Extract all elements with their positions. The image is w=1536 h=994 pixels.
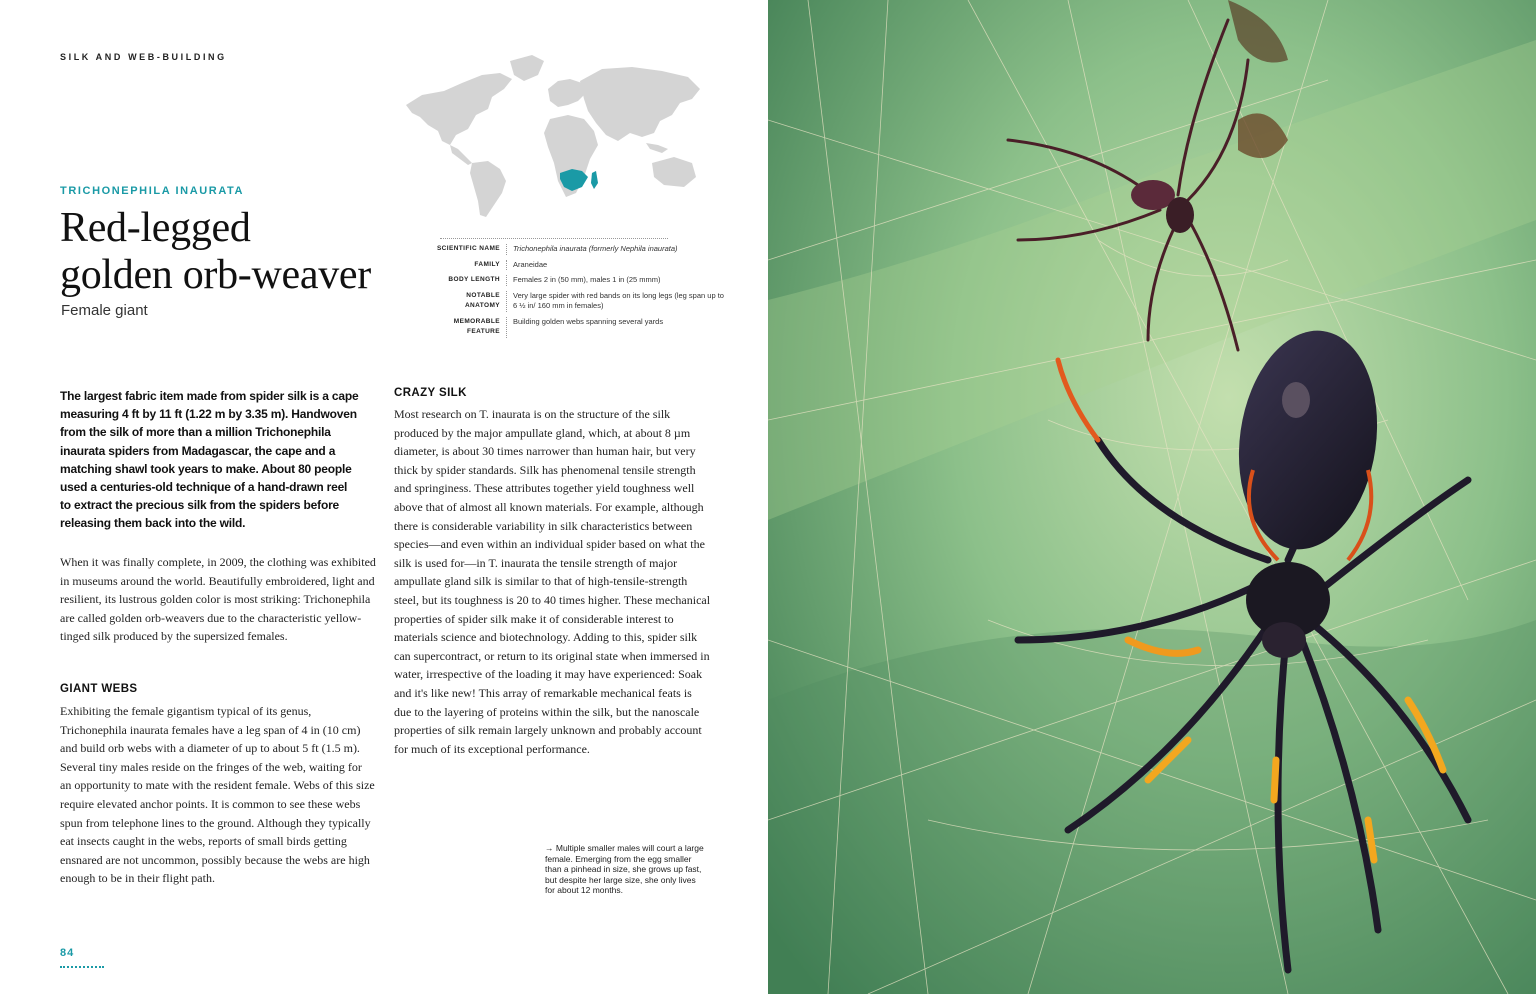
- fact-label: MEMORABLE FEATURE: [453, 317, 500, 335]
- crazy-silk-paragraph: Most research on T. inaurata is on the structure of the silk produced by the major ampullate gland, which, at about 8 µm diameter, is about 30 times narrower than human hair, but very thick by spider standards. Silk has phenomenal tensile strength and springiness. These attributes together yield toughness well above that of almost all known materials. For example, although there is considerable variability in silk characteristics between species—and even within an individual spider based on what the silk is used for—in T. inaurata the tensile strength of major ampullate gland silk is similar to that of high-tensile-strength steel, but its toughness is 20 to 40 times higher. These mechanical properties of spider silk make it of considerable interest to materials science and biotechnology. Adding to this, spider silk can supercontract, or return to its original state when immersed in water, irrespective of the loading it may have experienced: Soak and it's like new! This array of remarkable mechanical feats is due to the layering of proteins within the silk, but the nanoscale properties of silk remain largely unknown and probably account for much of its exceptional performance.: [394, 407, 711, 756]
- fact-label: NOTABLE ANATOMY: [464, 291, 500, 309]
- fact-row: [434, 275, 724, 286]
- fact-row: [434, 244, 724, 255]
- fact-label: BODY LENGTH: [448, 276, 500, 283]
- giant-webs-paragraph: Exhibiting the female gigantism typical of its genus, Trichonephila inaurata females have a leg span of 4 in (10 cm) and build orb webs with a diameter of up to about 5 ft (1.5 m). Several tiny males reside on the fringes of the web, waiting for an opportunity to mate with the resident female. Webs of this size require elevated anchor points. It is common to see these webs spun from telephone lines to the ground. Although they typically eat insects caught in the webs, reports of small birds getting ensnared are not uncommon, possibly because the webs are high enough to be in their flight path.: [60, 704, 375, 886]
- page-title: [60, 205, 371, 299]
- spider-photo: [768, 0, 1536, 994]
- section-heading-crazy-silk: CRAZY SILK: [394, 387, 467, 399]
- fact-box: [434, 238, 724, 338]
- species-kicker: TRICHONEPHILA INAURATA: [60, 185, 245, 197]
- title-line-1: Red-legged: [60, 205, 251, 251]
- fact-value: Trichonephila inaurata (formerly Nephila inaurata): [506, 244, 724, 255]
- folio-dots: [60, 966, 104, 968]
- fact-row: [434, 317, 724, 338]
- fact-value: Females 2 in (50 mm), males 1 in (25 mmm): [506, 275, 724, 286]
- fact-row: [434, 291, 724, 312]
- page-number: 84: [60, 947, 75, 959]
- fact-label: SCIENTIFIC NAME: [436, 245, 500, 252]
- running-head: SILK AND WEB-BUILDING: [60, 52, 227, 62]
- subtitle: Female giant: [61, 302, 148, 319]
- section-heading-giant-webs: GIANT WEBS: [60, 683, 138, 695]
- title-line-2: golden orb-weaver: [60, 252, 371, 298]
- range-highlight: [560, 169, 598, 191]
- fact-label: FAMILY: [474, 260, 500, 268]
- photo-caption: → Multiple smaller males will court a large female. Emerging from the egg smaller than a pinhead in size, she grows up fast, but despite her large size, she only lives for about 12 months.: [545, 843, 704, 896]
- fact-value: Very large spider with red bands on its long legs (leg span up to 6 ½ in/ 160 mm in females): [506, 291, 724, 312]
- fact-divider: [440, 238, 668, 239]
- fact-value: Building golden webs spanning several yards: [506, 317, 724, 338]
- fact-value: Araneidae: [506, 260, 724, 271]
- photo-page: [768, 0, 1536, 994]
- lead-paragraph: The largest fabric item made from spider silk is a cape measuring 4 ft by 11 ft (1.22 m by 3.35 m). Handwoven from the silk of more than a million Trichonephila inaurata spiders from Madagascar, the cape and a matching shawl took years to make. About 80 people used a centuries-old technique of a hand-drawn reel to extract the precious silk from the spiders before releasing them back into the wild.: [60, 389, 359, 531]
- fact-row: [434, 260, 724, 271]
- intro-paragraph: When it was finally complete, in 2009, the clothing was exhibited in museums around the world. Beautifully embroidered, light and resilient, its lustrous golden color is most striking: Trichonephila are called golden orb-weavers due to the characteristic yellow-tinged silk produced by the supersized females.: [60, 555, 376, 644]
- world-map: [392, 45, 710, 220]
